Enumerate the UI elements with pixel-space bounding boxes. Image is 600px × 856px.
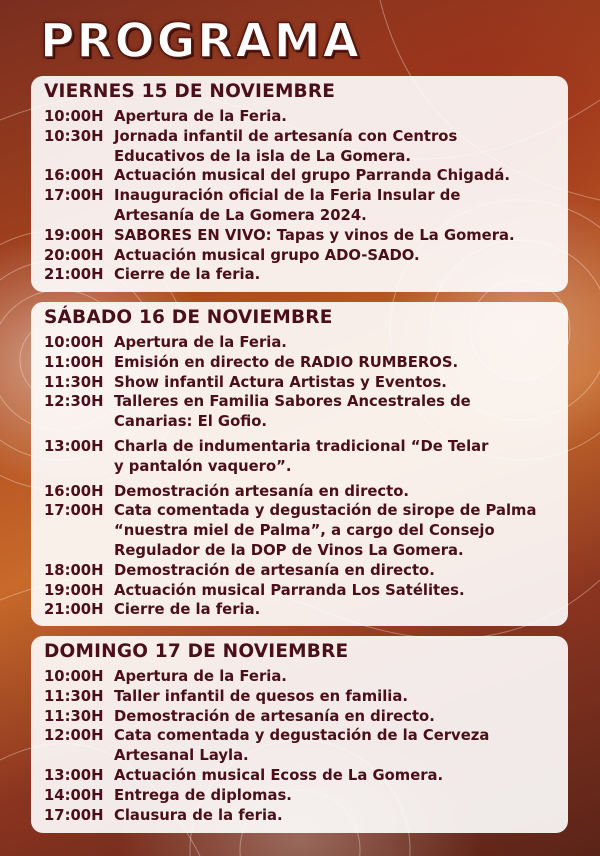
event-description: Demostración de artesanía en directo. [114,707,435,725]
event-description: Inauguración oficial de la Feria Insular de Artesanía de La Gomera 2024. [114,187,461,224]
event-time: 14:00H [44,786,104,804]
event-description: Show infantil Actura Artistas y Eventos. [114,373,447,391]
event-row [44,482,558,502]
event-time: 19:00H [44,226,104,244]
event-description: Apertura de la Feria. [114,668,287,685]
day-panel-sabado [31,302,568,626]
event-row [44,600,558,620]
event-row [44,726,558,766]
event-row [44,353,558,373]
event-time: 17:00H [44,187,104,205]
event-description: Apertura de la Feria. [114,334,287,351]
event-description: Actuación musical grupo ADO-SADO. [114,246,420,264]
event-description: Clausura de la feria. [114,806,283,824]
event-time: 11:00H [44,353,104,371]
day-heading: SÁBADO 16 DE NOVIEMBRE [44,307,333,328]
event-row [44,392,558,432]
event-row [44,127,558,167]
event-row [44,333,558,353]
event-description: SABORES EN VIVO: Tapas y vinos de La Gomera. [114,226,515,244]
event-time: 17:00H [44,806,104,824]
event-row [44,246,558,266]
event-row [44,667,558,687]
event-row [44,107,558,127]
event-time: 13:00H [44,437,104,455]
event-time: 19:00H [44,581,104,599]
event-row [44,766,558,786]
event-description: Actuación musical del grupo Parranda Chigadá. [114,167,511,185]
day-heading: VIERNES 15 DE NOVIEMBRE [44,81,336,102]
event-time: 11:30H [44,707,104,725]
event-time: 11:30H [44,373,104,391]
day-heading: DOMINGO 17 DE NOVIEMBRE [44,641,349,662]
event-description: Entrega de diplomas. [114,786,292,804]
day-panel-viernes [31,76,568,292]
event-time: 20:00H [44,246,104,264]
event-description: Charla de indumentaria tradicional “De Telar y pantalón vaquero”. [114,437,489,475]
event-time: 21:00H [44,266,104,284]
event-row [44,561,558,581]
event-row [44,707,558,727]
event-description: Jornada infantil de artesanía con Centros Educativos de la isla de La Gomera. [114,127,458,165]
event-row [44,806,558,826]
event-description: Talleres en Familia Sabores Ancestrales de Canarias: El Gofio. [114,393,471,431]
event-time: 10:00H [44,108,104,125]
event-row [44,501,558,560]
event-time: 12:30H [44,393,104,411]
event-time: 21:00H [44,601,104,619]
event-description: Cierre de la feria. [114,266,261,284]
event-row [44,166,558,186]
event-row [44,687,558,707]
event-description: Demostración artesanía en directo. [114,482,410,500]
event-time: 16:00H [44,167,104,185]
event-time: 10:30H [44,127,104,145]
event-row [44,786,558,806]
event-description: Emisión en directo de RADIO RUMBEROS. [114,353,459,371]
event-row [44,581,558,601]
event-time: 18:00H [44,561,104,579]
event-description: Cata comentada y degustación de la Cerveza Artesanal Layla. [114,727,490,765]
event-row [44,437,558,477]
day-panel-domingo [31,636,568,833]
event-description: Apertura de la Feria. [114,108,287,125]
event-row [44,226,558,246]
event-row [44,186,558,226]
event-time: 11:30H [44,687,104,705]
event-description: Cata comentada y degustación de sirope de Palma “nuestra miel de Palma”, a cargo del Consejo Regulador de la DOP de Vinos La Gomera. [114,502,537,559]
event-description: Demostración de artesanía en directo. [114,561,435,579]
event-row [44,265,558,285]
event-description: Taller infantil de quesos en familia. [114,687,408,705]
event-row [44,373,558,393]
page-title: PROGRAMA [40,14,361,69]
event-time: 16:00H [44,482,104,500]
event-description: Actuación musical Ecoss de La Gomera. [114,766,444,784]
event-time: 12:00H [44,727,104,745]
event-time: 17:00H [44,502,104,520]
event-description: Cierre de la feria. [114,601,261,619]
event-time: 13:00H [44,766,104,784]
event-description: Actuación musical Parranda Los Satélites. [114,581,465,599]
event-time: 10:00H [44,334,104,351]
event-time: 10:00H [44,668,104,685]
